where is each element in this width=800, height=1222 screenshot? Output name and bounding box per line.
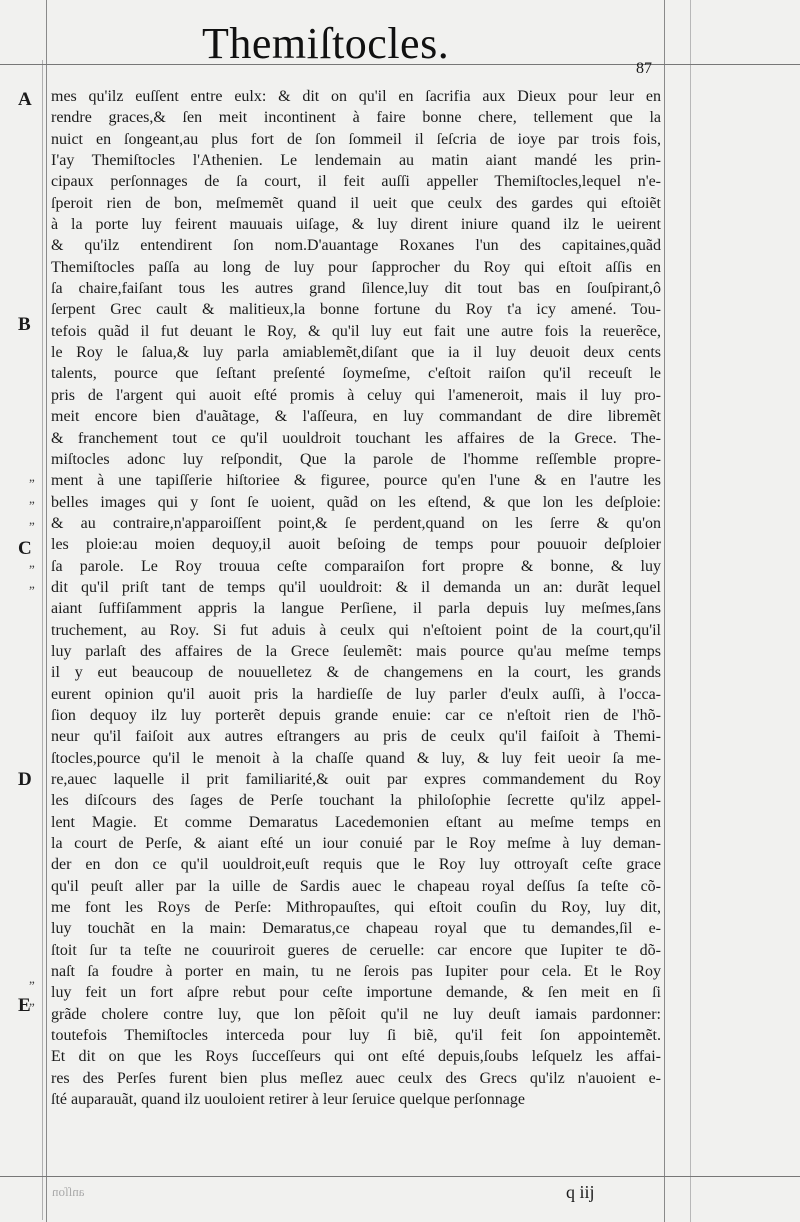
margin-quote-mark: ” bbox=[29, 498, 35, 513]
margin-quote-mark: ” bbox=[29, 519, 35, 534]
text-line: la court de Perſe, & aiant eſté un iour conuié par le Roy meſme à luy deman- bbox=[51, 835, 661, 853]
text-line: à la porte luy feirent mauuais uiſage, & luy dirent iniure quand ilz le ueirent bbox=[51, 216, 661, 234]
text-line: qu'il peuſt aller par la uille de Sardis auec le chapeau royal deſſus ſa teſte cõ- bbox=[51, 877, 661, 895]
outer-margin-rule bbox=[690, 0, 691, 1222]
text-line: meit encore bien d'auãtage, & l'aſſeura, en luy commandant de dire libremẽt bbox=[51, 408, 661, 426]
margin-letter-a: A bbox=[18, 89, 32, 110]
text-line: & franchement tout ce qu'il uouldroit touchant les affaires de la Grece. The- bbox=[51, 429, 661, 447]
text-line: luy feit un fort aſpre rebut pour ceſte importune demande, & ſen meit en ſi bbox=[51, 984, 661, 1002]
text-line: ſa parole. Le Roy trouua ceſte comparaiſon fort propre & bonne, & luy bbox=[51, 557, 661, 575]
text-line: le Roy le ſalua,& luy parla amiablemẽt,diſant que ia il luy deuoit deux cents bbox=[51, 344, 661, 362]
text-line: nuict en ſongeant,au plus fort de ſon ſommeil il ſeſcria de ioye par trois fois, bbox=[51, 130, 661, 148]
text-line: lent Magie. Et comme Demaratus Lacedemonien eſtant au meſme temps en bbox=[51, 813, 661, 831]
text-line: ſa chaire,faiſant tous les autres grand ſilence,luy dit tout bas en ſouſpirant,ô bbox=[51, 280, 661, 298]
text-line: eurent opinion qu'il auoit pris la hardieſſe de luy parler d'eulx auſſi, à l'occa- bbox=[51, 685, 661, 703]
margin-quote-mark: ” bbox=[29, 583, 35, 598]
text-line: il y eut beaucoup de nouuelletez & de changemens en la court, les grands bbox=[51, 664, 661, 682]
footer-rule bbox=[0, 1176, 800, 1177]
text-line: luy touchãt en la main: Demaratus,ce chapeau royal que tu demandes,ſil e- bbox=[51, 920, 661, 938]
text-line: rendre graces,& ſen meit incontinent à faire bonne chere, tellement que la bbox=[51, 109, 661, 127]
text-line: grãde cholere contre luy, que lon pẽſoit qu'il ne luy deuſt iamais pardonner: bbox=[51, 1005, 661, 1023]
text-line: ment à une tapiſſerie hiſtoriee & figuree, pource qu'en l'une & en l'autre les bbox=[51, 472, 661, 490]
text-line: les diſcours des ſages de Perſe touchant la philoſophie ſecrette qu'ilz appel- bbox=[51, 792, 661, 810]
bleed-through-text: anſſon bbox=[52, 1184, 85, 1199]
text-line: naſt ſa foudre à porter en main, tu ne ſerois pas Iupiter pour cela. Et le Roy bbox=[51, 963, 661, 981]
text-line: talents, pource que ſeſtant preſenté ſoymeſme, c'eſtoit raiſon qu'il receuſt le bbox=[51, 365, 661, 383]
text-line: miſtocles adonc luy reſpondit, Que la parole de l'homme reſſemble propre- bbox=[51, 450, 661, 468]
text-line: ſtocles,pource qu'il le menoit à la chaſſe quand & luy, & luy feit ueoir ſa me- bbox=[51, 749, 661, 767]
text-line: ſté auparauãt, quand ilz uouloient retirer à leur ſeruice quelque perſonnage bbox=[51, 1091, 526, 1109]
margin-letter-c: C bbox=[18, 538, 32, 559]
margin-letter-d: D bbox=[18, 769, 32, 790]
text-line: mes qu'ilz euſſent entre eulx: & dit on qu'il en ſacrifia aux Dieux pour leur en bbox=[51, 88, 661, 105]
text-line: neur qu'il faiſoit aux autres eſtrangers au pris de ceulx qu'il faiſoit à Themi- bbox=[51, 728, 661, 746]
text-line: Themiſtocles paſſa au long de luy pour ſapprocher du Roy qui eſtoit aſſis en bbox=[51, 258, 661, 276]
text-line: I'ay Themiſtocles l'Athenien. Le lendemain au matin aiant mandé les prin- bbox=[51, 152, 661, 170]
margin-letter-e: E bbox=[18, 995, 31, 1016]
margin-quote-mark: ” bbox=[29, 1000, 35, 1015]
text-line: ſperoit rien de bon, meſmemẽt quand il ueit que ceulx des gardes qui eſtoiẽt bbox=[51, 194, 661, 212]
text-line: truchement, au Roy. Si fut aduis à ceulx qui n'eſtoient point de la court,qu'il bbox=[51, 621, 661, 639]
text-line: luy parlaſt des affaires de la Grece ſeulemẽt: mais pource qu'au meſme temps bbox=[51, 642, 661, 660]
margin-quote-mark: ” bbox=[29, 476, 35, 491]
left-margin-rule bbox=[46, 0, 47, 1222]
text-line: & au contraire,n'apparoiſſent point,& ſe perdent,quand on les ſerre & qu'on bbox=[51, 514, 661, 532]
text-line: belles images qui y ſont ſe uoient, quãd on les eſtend, & que lon les deſploie: bbox=[51, 493, 661, 511]
text-line: pris de l'argent qui auoit eſté promis à celuy qui l'ameneroit, mais il luy pro- bbox=[51, 386, 661, 404]
text-line: der en don ce qu'il uouldroit,euſt requis que le Roy luy ottroyaſt ceſte grace bbox=[51, 856, 661, 874]
gutter-rule bbox=[42, 60, 43, 1220]
text-line: ſion dequoy ilz luy porterẽt depuis grande enuie: car ce n'eſtoit rien de l'hõ- bbox=[51, 706, 661, 724]
text-line: res des Perſes furent bien plus meſlez auec ceulx des Grecs qu'ilz n'auoient e- bbox=[51, 1069, 661, 1087]
signature-mark: q iij bbox=[566, 1182, 595, 1202]
text-line: & qu'ilz entendirent ſon nom.D'auantage Roxanes l'un des capitaines,quãd bbox=[51, 237, 661, 255]
text-line: re,auec laquelle il prit familiarité,& ouit par expres commandement du Roy bbox=[51, 771, 661, 788]
text-line: aiant ſuffiſamment appris la langue Perſiene, il parla depuis luy meſmes,ſans bbox=[51, 600, 661, 618]
margin-quote-mark: ” bbox=[29, 562, 35, 577]
text-line: cipaux perſonnages de ſa court, il feit auſſi appeller Themiſtocles,lequel n'e- bbox=[51, 173, 661, 191]
margin-letter-b: B bbox=[18, 314, 31, 335]
text-line: me font les Roys de Perſe: Mithropauſtes, qui eſtoit couſin du Roy, luy dit, bbox=[51, 899, 661, 917]
text-line: ſerpent Grec cault & malitieux,la bonne fortune du Roy t'a icy amené. Tou- bbox=[51, 301, 661, 319]
text-line: Et dit on que les Roys ſucceſſeurs qui ont eſté depuis,ſoubs leſquelz les affai- bbox=[51, 1048, 661, 1066]
margin-quote-mark: ” bbox=[29, 978, 35, 993]
right-margin-rule bbox=[664, 0, 665, 1222]
running-title: Themiſtocles. bbox=[202, 19, 450, 68]
text-line: tefois quãd il fut deuant le Roy, & qu'il luy eut fait une autre fois la reuerẽce, bbox=[51, 322, 661, 340]
text-line: toutefois Themiſtocles interceda pour luy ſi biẽ, qu'il feit ſon appointemẽt. bbox=[51, 1027, 661, 1045]
body-text bbox=[51, 86, 661, 1111]
text-line: les ploie:au moien dequoy,il auoit beſoing de temps pour pouuoir deſploier bbox=[51, 536, 661, 554]
page-number: 87 bbox=[636, 60, 652, 77]
text-line: ſtoit ſur ta teſte ne couuriroit gueres de ceruelle: car encore que Iupiter te dõ- bbox=[51, 941, 661, 959]
text-line: dit qu'il priſt tant de temps qu'il uouldroit: & il demanda un an: durãt lequel bbox=[51, 578, 661, 596]
